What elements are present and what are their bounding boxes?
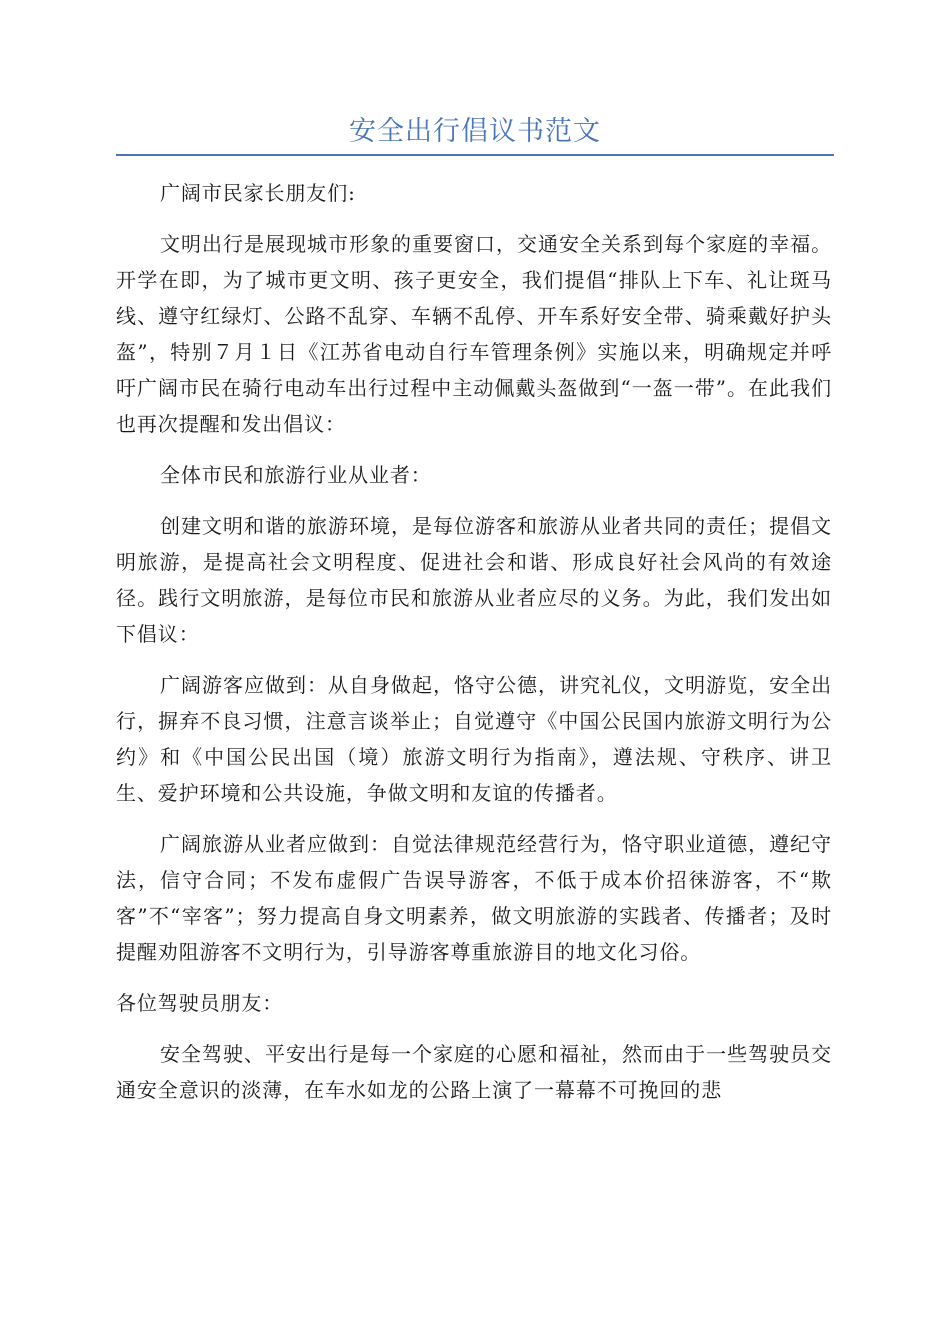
document-title: 安全出行倡议书范文 [349,116,601,147]
paragraph-safe-driving: 安全驾驶、平安出行是每一个家庭的心愿和福祉，然而由于一些驾驶员交通安全意识的淡薄，在车水如龙的公路上演了一幕幕不可挽回的悲 [116,1042,832,1102]
paragraph-practitioner-duties: 广阔旅游从业者应做到：自觉法律规范经营行为，恪守职业道德，遵纪守法，信守合同；不发布虚假广告误导游客，不低于成本价招徕游客，不“欺客”不“宰客”；努力提高自身文明素养，做文明旅游的实践者、传播者；及时提醒劝阻游客不文明行为，引导游客尊重旅游目的地文化习俗。 [116,832,832,964]
paragraph-tourist-duties: 广阔游客应做到：从自身做起，恪守公德，讲究礼仪，文明游览，安全出行，摒弃不良习惯，注意言谈举止；自觉遵守《中国公民国内旅游文明行为公约》和《中国公民出国（境）旅游文明行为指南》，遵法规、守秩序、讲卫生、爱护环境和公共设施，争做文明和友谊的传播者。 [116,673,832,805]
paragraph-salutation-citizens: 广阔市民家长朋友们: [160,181,356,205]
title-underline [116,154,834,156]
paragraph-civilized-travel: 文明出行是展现城市形象的重要窗口，交通安全关系到每个家庭的幸福。开学在即，为了城市更文明、孩子更安全，我们提倡“排队上下车、礼让斑马线、遵守红绿灯、公路不乱穿、车辆不乱停、开车系好安全带、骑乘戴好护头盔”，特别７月１日《江苏省电动自行车管理条例》实施以来，明确规定并呼吁广阔市民在骑行电动车出行过程中主动佩戴头盔做到“一盔一带”。在此我们也再次提醒和发出倡议： [116,232,832,436]
paragraph-salutation-tourism: 全体市民和旅游行业从业者： [160,463,432,487]
paragraph-salutation-drivers: 各位驾驶员朋友： [116,991,284,1015]
document-body [116,175,832,1123]
paragraph-tourism-environment: 创建文明和谐的旅游环境，是每位游客和旅游从业者共同的责任；提倡文明旅游，是提高社会文明程度、促进社会和谐、形成良好社会风尚的有效途径。践行文明旅游，是每位市民和旅游从业者应尽的义务。为此，我们发出如下倡议： [116,514,832,646]
